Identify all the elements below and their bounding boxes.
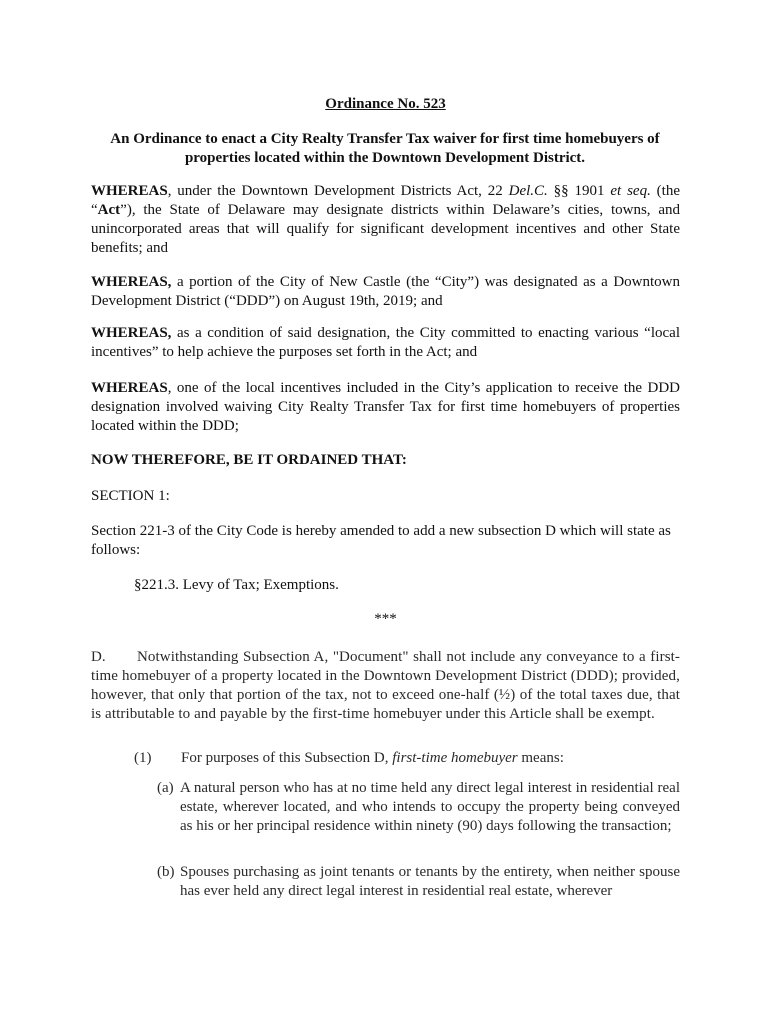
defined-term: first-time homebuyer: [392, 750, 518, 766]
whereas-paragraph-4: [91, 379, 680, 436]
whereas-lead: WHEREAS,: [91, 274, 172, 290]
subsection-heading: §221.3. Levy of Tax; Exemptions.: [134, 577, 339, 593]
whereas-lead: WHEREAS,: [91, 325, 172, 341]
whereas-text: , one of the local incentives included in the City’s application to receive the DDD designation involved waiving City Realty Transfer Tax for first time homebuyers of properties located within the DDD;: [91, 380, 680, 434]
whereas-text: (the “: [91, 183, 681, 218]
now-therefore-heading: NOW THEREFORE, BE IT ORDAINED THAT:: [91, 452, 407, 468]
whereas-paragraph-3: [91, 324, 680, 362]
list-item-b: [157, 863, 680, 901]
list-item-a: [157, 779, 680, 836]
definition-number: (1): [134, 750, 152, 766]
whereas-lead: WHEREAS: [91, 380, 168, 396]
whereas-text: , under the Downtown Development Districts Act, 22: [167, 183, 509, 199]
definition-paragraph: [134, 749, 680, 768]
definition-text: means:: [517, 750, 564, 766]
whereas-paragraph-1: [91, 182, 680, 258]
list-item-label: (a): [157, 780, 174, 796]
amendment-paragraph: Section 221-3 of the City Code is hereby amended to add a new subsection D which will state as follows:: [91, 523, 671, 558]
ordinance-title: Ordinance No. 523: [325, 96, 446, 112]
list-item-label: (b): [157, 864, 175, 880]
whereas-text: ”), the State of Delaware may designate districts within Delaware’s cities, towns, and unincorporated areas that will qualify for significant development incentives and other State benefits; and: [91, 202, 680, 256]
paragraph-d-text: Notwithstanding Subsection A, "Document" shall not include any conveyance to a first-time homebuyer of a property located in the Downtown Development District (DDD); provided, however, that only that portion of the tax, not to exceed one-half (½) of the total taxes due, that is attributable to and payable by the first-time homebuyer under this Article shall be exempt.: [91, 649, 680, 722]
citation: Del.C.: [508, 183, 548, 199]
whereas-text: §§ 1901: [547, 183, 611, 199]
separator: ***: [374, 611, 397, 627]
list-item-text: A natural person who has at no time held any direct legal interest in residential real estate, wherever located, and who intends to occupy the property being conveyed as his or her principal residence within ninety (90) days following the transaction;: [180, 780, 680, 834]
whereas-text: a portion of the City of New Castle (the “City”) was designated as a Downtown Development District (“DDD”) on August 19th, 2019; and: [91, 274, 680, 309]
whereas-lead: WHEREAS: [91, 183, 168, 199]
paragraph-d-label: D.: [91, 649, 106, 665]
whereas-paragraph-2: [91, 273, 680, 311]
ordinance-subtitle: An Ordinance to enact a City Realty Transfer Tax waiver for first time homebuyers of properties located within the Downtown Development District.: [110, 131, 660, 166]
paragraph-d: [91, 648, 680, 724]
whereas-text: as a condition of said designation, the City committed to enacting various “local incentives” to help achieve the purposes set forth in the Act; and: [91, 325, 680, 360]
et-seq: et seq.: [610, 183, 651, 199]
list-item-text: Spouses purchasing as joint tenants or tenants by the entirety, when neither spouse has ever held any direct legal interest in residential real estate, wherever: [180, 864, 680, 899]
section-label: SECTION 1:: [91, 488, 170, 504]
definition-text: For purposes of this Subsection D,: [181, 750, 393, 766]
act-term: Act: [97, 202, 121, 218]
